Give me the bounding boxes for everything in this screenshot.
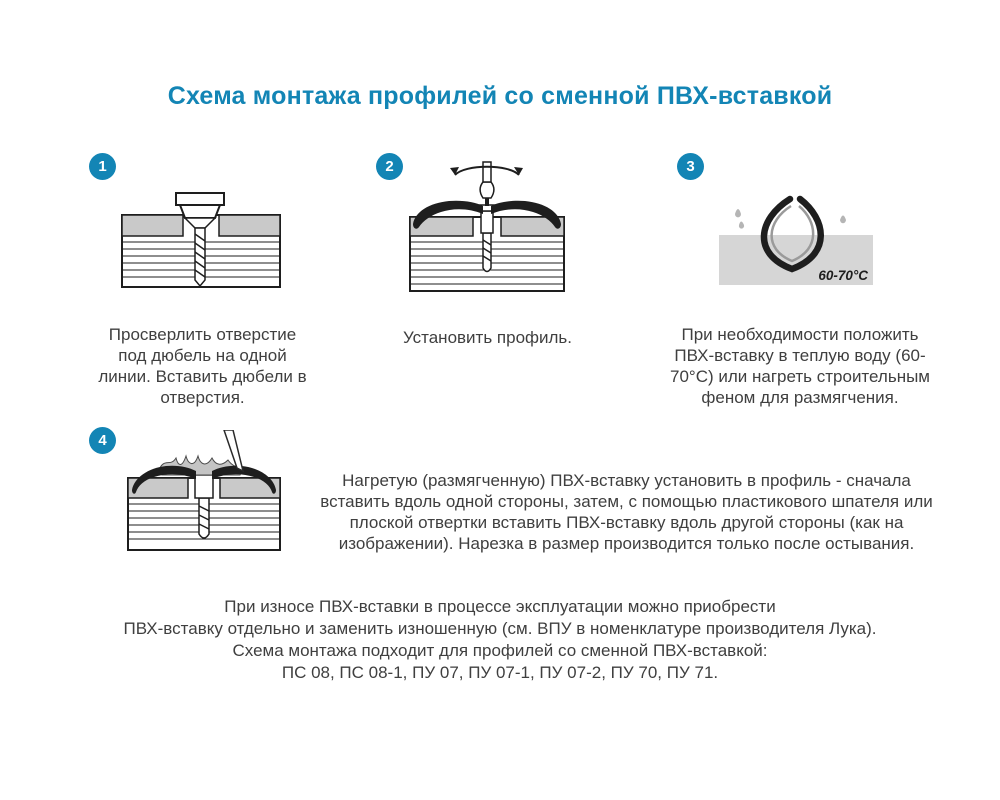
- step-2-illustration-profile-icon: [403, 160, 571, 294]
- footer-line: При износе ПВХ-вставки в процессе эксплуатации можно приобрести: [224, 597, 776, 616]
- water-drop-icon: [735, 209, 741, 217]
- footer-line: ПВХ-вставку отдельно и заменить изношенную (см. ВПУ в номенклатуре производителя Лука).: [123, 619, 877, 638]
- water-drop-icon: [840, 216, 846, 224]
- step-3-caption: При необходимости положить ПВХ-вставку в теплую воду (60-70°С) или нагреть строительным феном для размягчения.: [669, 325, 930, 407]
- footer-line: Схема монтажа подходит для профилей со сменной ПВХ-вставкой:: [232, 641, 768, 660]
- step-2-badge: 2: [376, 153, 403, 180]
- step-3-illustration-warm-water-icon: [714, 192, 878, 288]
- page-title: Схема монтажа профилей со сменной ПВХ-вставкой: [167, 82, 833, 110]
- step-4-illustration-insert-tool-icon: [108, 430, 298, 563]
- water-drop-icon: [739, 222, 744, 229]
- step-4-caption: Нагретую (размягченную) ПВХ-вставку установить в профиль - сначала вставить вдоль одной стороны, затем, с помощью пластикового шпателя или плоской отвертки вставить ПВХ-вставку вдоль другой стороны (как на изображении). Нарезка в размер производится только после остывания.: [320, 471, 933, 553]
- water-temperature-label: 60-70°C: [818, 268, 868, 283]
- step-1-badge: 1: [89, 153, 116, 180]
- step-1-caption: Просверлить отверстие под дюбель на одной линии. Вставить дюбели в отверстия.: [98, 325, 307, 407]
- step-1-illustration-drill-icon: [118, 184, 286, 296]
- step-2-caption: Установить профиль.: [402, 328, 573, 347]
- footer-line-profile-codes: ПС 08, ПС 08-1, ПУ 07, ПУ 07-1, ПУ 07-2, ПУ 70, ПУ 71.: [281, 663, 719, 682]
- step-3-badge: 3: [677, 153, 704, 180]
- footer-note: [0, 596, 1000, 684]
- step-4-badge: 4: [89, 427, 116, 454]
